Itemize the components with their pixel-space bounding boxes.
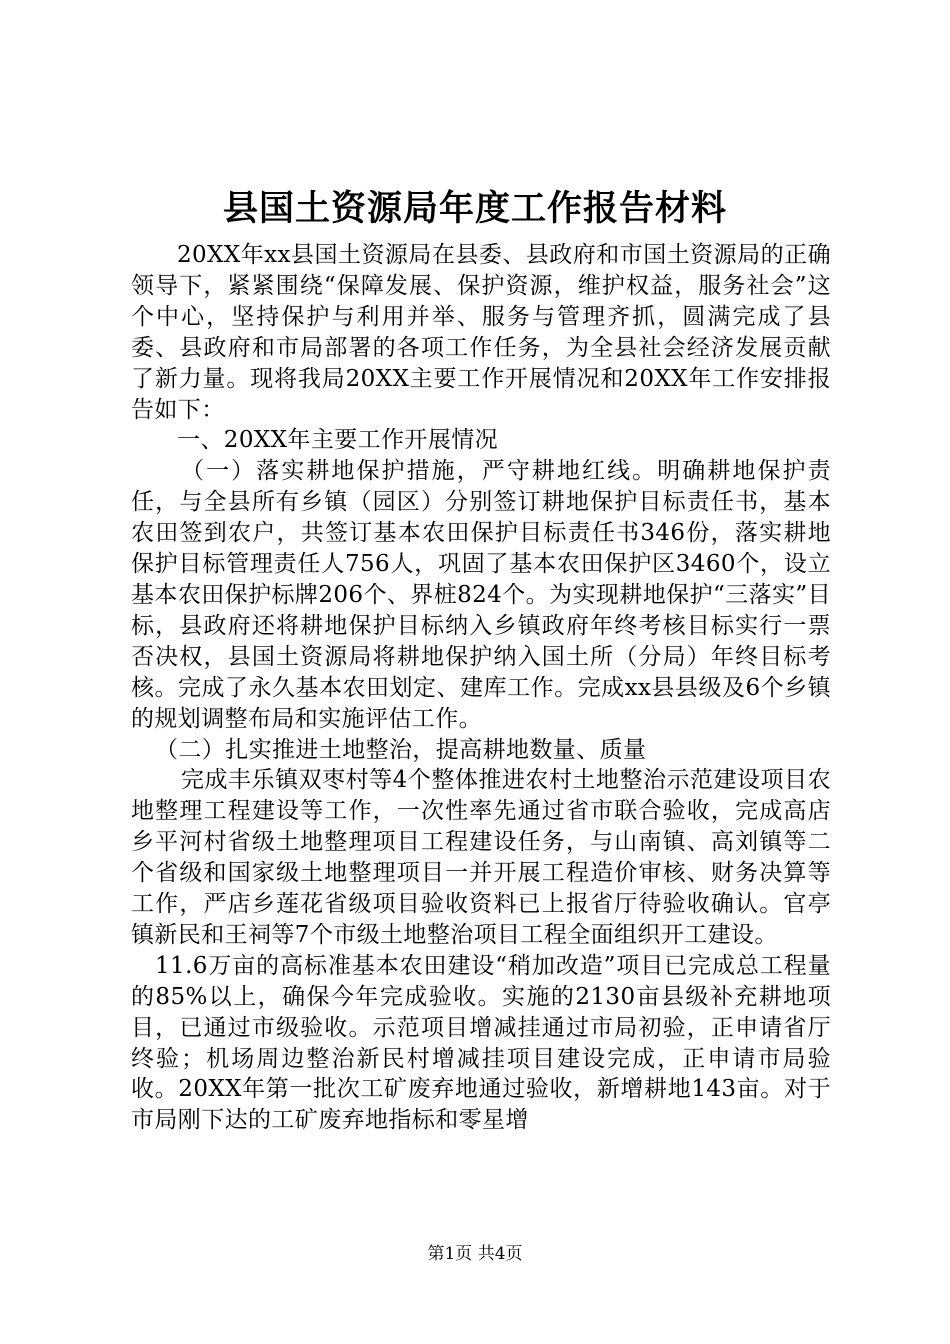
paragraph-land-consolidation: 完成丰乐镇双枣村等4个整体推进农村土地整治示范建设项目农地整理工程建设等工作，一次性率先通过省市联合验收，完成高店乡平河村省级土地整理项目工程建设任务，与山南镇、高刘镇等二个省级和国家级土地整理项目一并开展工程造价审核、财务决算等工作，严店乡莲花省级项目验收资料已上报省厅待验收确认。官亭镇新民和王祠等7个市级土地整治项目工程全面组织开工建设。	[131, 767, 831, 948]
subsection-heading-2: （二）扎实推进土地整治，提高耕地数量、质量	[155, 736, 647, 763]
document-title: 县国土资源局年度工作报告材料	[222, 188, 727, 229]
paragraph-farmland-protection: （一）落实耕地保护措施，严守耕地红线。明确耕地保护责任，与全县所有乡镇（园区）分别签订耕地保护目标责任书，基本农田签到农户，共签订基本农田保护目标责任书346份，落实耕地保护目标管理责任人756人，巩固了基本农田保护区3460个，设立基本农田保护标牌206个、界桩824个。为实现耕地保护“三落实”目标，县政府还将耕地保护目标纳入乡镇政府年终考核目标实行一票否决权，县国土资源局将耕地保护纳入国土所（分局）年终目标考核。完成了永久基本农田划定、建库工作。完成xx县县级及6个乡镇的规划调整布局和实施评估工作。	[131, 458, 831, 732]
page-footer: 第1页 共4页	[427, 1244, 523, 1264]
paragraph-intro: 20XX年xx县国土资源局在县委、县政府和市国土资源局的正确领导下，紧紧围绕“保障发展、保护资源，维护权益，服务社会”这个中心，坚持保护与利用并举、服务与管理齐抓，圆满完成了县委、县政府和市局部署的各项工作任务，为全县社会经济发展贡献了新力量。现将我局20XX主要工作开展情况和20XX年工作安排报告如下：	[131, 242, 831, 423]
document-body	[131, 240, 831, 1136]
paragraph-high-standard-farmland: 11.6万亩的高标准基本农田建设“稍加改造”项目已完成总工程量的85%以上，确保今年完成验收。实施的2130亩县级补充耕地项目，已通过市级验收。示范项目增减挂通过市局初验，正申请省厅终验；机场周边整治新民村增减挂项目建设完成，正申请市局验收。20XX年第一批次工矿废弃地通过验收，新增耕地143亩。对于市局刚下达的工矿废弃地指标和零星增	[131, 952, 831, 1134]
section-heading-1: 一、20XX年主要工作开展情况	[177, 427, 499, 454]
